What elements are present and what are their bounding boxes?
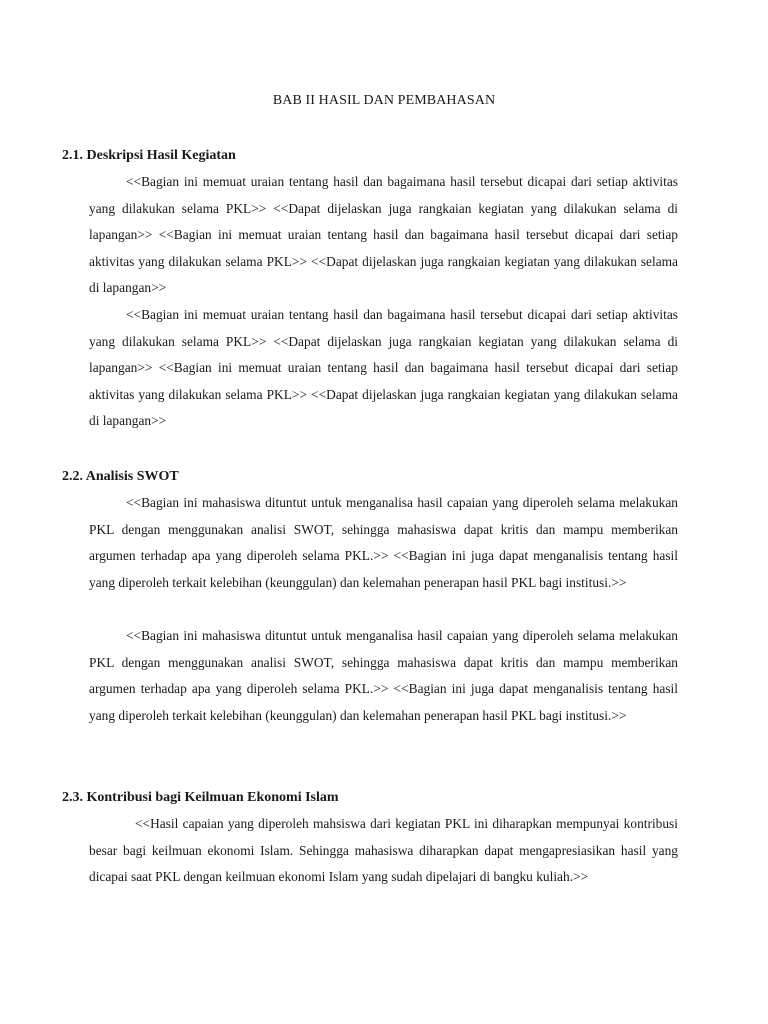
- section-2-paragraph-2: <<Bagian ini mahasiswa dituntut untuk menganalisa hasil capaian yang diperoleh selama melakukan PKL dengan menggunakan analisi SWOT, sehingga mahasiswa dapat kritis dan mampu memberikan argumen terhadap apa yang diperoleh selama PKL.>> <<Bagian ini juga dapat menganalisis tentang hasil yang diperoleh terkait kelebihan (keunggulan) dan kelemahan penerapan hasil PKL bagi institusi.>>: [89, 628, 678, 723]
- section-heading-kontribusi: 2.3. Kontribusi bagi Keilmuan Ekonomi Islam: [62, 790, 339, 805]
- section-3-paragraph-1: <<Hasil capaian yang diperoleh mahsiswa dari kegiatan PKL ini diharapkan mempunyai kontribusi besar bagi keilmuan ekonomi Islam. Sehingga mahasiswa diharapkan dapat mengapresiasikan hasil yang dicapai saat PKL dengan keilmuan ekonomi Islam yang sudah dipelajari di bangku kuliah.>>: [89, 816, 678, 885]
- section-1-paragraph-1: <<Bagian ini memuat uraian tentang hasil dan bagaimana hasil tersebut dicapai dari setiap aktivitas yang dilakukan selama PKL>> <<Dapat dijelaskan juga rangkaian kegiatan yang dilakukan selama di lapangan>> <<Bagian ini memuat uraian tentang hasil dan bagaimana hasil tersebut dicapai dari setiap aktivitas yang dilakukan selama PKL>> <<Dapat dijelaskan juga rangkaian kegiatan yang dilakukan selama di lapangan>>: [89, 174, 678, 296]
- section-heading-swot: 2.2. Analisis SWOT: [62, 469, 179, 484]
- section-2-paragraph-1: <<Bagian ini mahasiswa dituntut untuk menganalisa hasil capaian yang diperoleh selama melakukan PKL dengan menggunakan analisi SWOT, sehingga mahasiswa dapat kritis dan mampu memberikan argumen terhadap apa yang diperoleh selama PKL.>> <<Bagian ini juga dapat menganalisis tentang hasil yang diperoleh terkait kelebihan (keunggulan) dan kelemahan penerapan hasil PKL bagi institusi.>>: [89, 495, 678, 590]
- section-1-paragraph-2: <<Bagian ini memuat uraian tentang hasil dan bagaimana hasil tersebut dicapai dari setiap aktivitas yang dilakukan selama PKL>> <<Dapat dijelaskan juga rangkaian kegiatan yang dilakukan selama di lapangan>> <<Bagian ini memuat uraian tentang hasil dan bagaimana hasil tersebut dicapai dari setiap aktivitas yang dilakukan selama PKL>> <<Dapat dijelaskan juga rangkaian kegiatan yang dilakukan selama di lapangan>>: [89, 307, 678, 429]
- section-heading-deskripsi: 2.1. Deskripsi Hasil Kegiatan: [62, 148, 236, 163]
- chapter-title: BAB II HASIL DAN PEMBAHASAN: [272, 93, 496, 108]
